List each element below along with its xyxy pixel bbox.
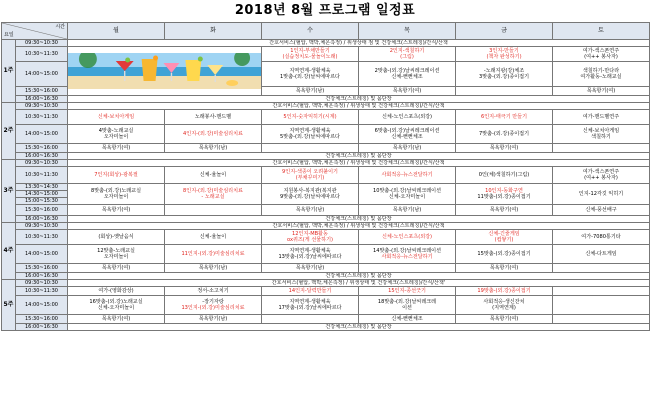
activity-cell: 8인지-(외.강)미술심리치료 - 노래교실 [165,184,262,205]
activity-cell: 지원봉사-복지관(복지관 9맞춤-(외.강)날씨에따르다 [262,184,359,205]
time-slot: 15:30~16:00 [16,205,68,216]
activity-cell: 여가-색스폰연주 (여++ 봉사자) [553,47,650,62]
time-slot: 13:30~14:30 [16,184,68,191]
activity-cell: 노래봉사-핸드벨 [165,110,262,125]
activity-cell: 목욕항기(남) [359,205,456,216]
beach-cocktail-image [68,47,262,96]
week-label-5: 5주 [2,280,16,331]
time-slot: 15:30~16:00 [16,264,68,273]
day-header-fri: 금 [456,23,553,40]
activity-cell: 여가-핸드벨연주 [553,110,650,125]
activity-cell [553,296,650,315]
activity-cell: 1인지-부채만들기 (실습정치도-물놀이노래) [262,47,359,62]
header-row [2,23,650,40]
activity-cell: 4맞춤-노래교실 오자미놀이 [68,125,165,144]
activity-cell: 9인지-색종이 오려붙이기 (부채꾸미기) [262,167,359,184]
time-slot: 16:00~16:30 [16,324,68,331]
care-services-row: 간호서비스(혈압, 맥박,체온측정) / 위생상태 점 및 건강체크(스트레칭)/간식/산책 [68,40,650,47]
activity-cell: 신체-율놀이 [165,230,262,245]
day-header-thu: 목 [359,23,456,40]
activity-cell: 14인지-달력만들기 [262,287,359,296]
activity-cell: 목욕항기(남) [262,205,359,216]
activity-cell [262,315,359,324]
activity-cell: 19맞춤-(외.강)종이접기 [456,287,553,296]
time-slot: 14:30~15:00 [16,191,68,198]
activity-cell: 3인지-만들기 (책자 완성하기) [456,47,553,62]
activity-cell: 16맞춤-(외.강)노래교실 신체-오자미놀이 [68,296,165,315]
activity-cell: 색칠하기-만다라 여가활동-노래교실 [553,62,650,87]
activity-cell: 목욕항기(남) [262,87,359,96]
activity-cell: 12맞춤-노래교실 오자미놀이 [68,245,165,264]
activity-cell: 목욕항기(여) [68,205,165,216]
activity-cell: 신체-노인스포츠(외강) [359,110,456,125]
activity-cell: 6맞춤-(외.강)날씨레크레이션 신체-뻔뻔체조 [359,125,456,144]
activity-cell: 신체-보치아게임 [68,110,165,125]
care-services-row: 간호서비스(혈압, 맥박,체온측정) / 위생상태 및 건강체크(스트레칭)/간식/산책 [68,160,650,167]
beach-illustration-icon [68,53,261,89]
activity-cell: 신체-뻔뻔체조 [359,315,456,324]
activity-cell: 목욕항기(여) [553,87,650,96]
activity-cell: 목욕항기(남) [359,144,456,153]
activity-cell: 지역연계-생활체육 17맞춤-(외.강)날씨에따르다 [262,296,359,315]
activity-cell: 0인(체)색칠하기(그림) [456,167,553,184]
activity-cell: 목욕항기(여) [68,315,165,324]
day-header-wed: 수 [262,23,359,40]
activity-cell: 2맞춤-(외.강)날씨레크레이션 신체-뻔뻔체조 [359,62,456,87]
schedule-table [1,22,650,331]
activity-cell: 지역연계-생활체육 5맞춤-(외.강)날씨에따르다 [262,125,359,144]
time-slot: 09:30~10:30 [16,160,68,167]
activity-cell: 목욕항기(남) [165,264,262,273]
activity-cell: 사회적응-생신잔치 (지역연계) [456,296,553,315]
activity-cell: 인지-12각깃 익히기 [553,184,650,205]
time-slot: 10:30~11:30 [16,287,68,296]
activity-cell: -노래지팡(강)체조 3맞춤-(외.강)종이접기 [456,62,553,87]
activity-cell: 목욕항기(남) [262,264,359,273]
time-slot: 10:30~11:30 [16,47,68,62]
activity-cell: 목욕항기(여) [456,205,553,216]
activity-cell: 여가-색스폰연주 (여++ 봉사자) [553,167,650,184]
activity-cell: 목욕항기(남) [165,315,262,324]
time-slot: 14:00~15:00 [16,296,68,315]
activity-cell [359,264,456,273]
health-check-row: 건강체크(스트레칭) 및 몸단장 [68,273,650,280]
activity-cell [456,87,553,96]
activity-cell: 지역연계-생활체육 1맞춤-(외.강)날씨에따르다 [262,62,359,87]
time-slot: 16:00~16:30 [16,216,68,223]
activity-cell [553,144,650,153]
time-slot: 09:30~10:30 [16,103,68,110]
care-services-row: 간호서비스(혈압, 맥박,체온측정) / 위생상태 및 건강체크(스트레칭)/간식/산책' [68,280,650,287]
activity-cell: 4인지-(외.강)미술심리치료 [165,125,262,144]
activity-cell: 목욕항기(여) [456,144,553,153]
health-check-row: 건강체크(스트레칭) 및 몸단장 [68,96,650,103]
week-label-4: 4주 [2,223,16,280]
activity-cell: 목욕항기(여) [359,87,456,96]
time-slot: 16:00~16:30 [16,273,68,280]
time-slot: 15:30~16:00 [16,87,68,96]
activity-cell: 목욕항기(여) [68,264,165,273]
activity-cell: 7맞춤-(외.강)종이접기 [456,125,553,144]
activity-cell: 신체-풍선배구 [553,205,650,216]
care-services-row: 간호서비스(혈압, 맥박,체온측정) / 위생상태 및 건강체크(스트레칭)/간식/산책 [68,223,650,230]
time-slot: 10:30~11:30 [16,230,68,245]
time-slot: 10:30~11:30 [16,167,68,184]
activity-cell [262,144,359,153]
activity-cell: 사회적응-뉴스전달하기 [359,167,456,184]
activity-cell: 15인지-종선긋기 [359,287,456,296]
page-title: 2018년 8월 프로그램 일정표 [234,3,416,18]
activity-cell: 12인지-MB활동 ox퀴즈(게 선물하기) [262,230,359,245]
time-slot: 09:30~10:30 [16,40,68,47]
time-slot: 16:00~16:30 [16,96,68,103]
activity-cell: 정서-소고치기 [165,287,262,296]
activity-cell: 신체-율놀이 [165,167,262,184]
activity-cell: 11인지-(외.강)미술심리치료 [165,245,262,264]
activity-cell: 여가-(영화감상) [68,287,165,296]
health-check-row: 건강체크(스트레칭) 및 몸단장 [68,216,650,223]
activity-cell: 2인지-색칠하기 (그림) [359,47,456,62]
activity-cell: 목욕항기(여) [456,315,553,324]
time-axis-label: 시간 [55,24,65,30]
activity-cell: 15맞춤-(외.강)종이접기 [456,245,553,264]
activity-cell: (회상)-옛날음식 [68,230,165,245]
activity-cell: 10맞춤-(외.강)날씨레크레이션 신체-오자미놀이 [359,184,456,205]
activity-cell: 여가-7080통기타 [553,230,650,245]
week-label-1: 1주 [2,40,16,103]
activity-cell [553,287,650,296]
time-slot: 10:30~11:30 [16,110,68,125]
activity-cell: 신체-보치아게임 색칠하기 [553,125,650,144]
activity-cell: 목욕항기(여) [456,264,553,273]
time-slot: 14:00~15:00 [16,245,68,264]
activity-cell: 목욕항기(여) [68,144,165,153]
activity-cell: -장기자랑 13인지-(외.강)미술심리치료 [165,296,262,315]
health-check-row: 건강체크(스트레칭) 및 몸단장 [68,324,650,331]
activity-cell [553,315,650,324]
activity-cell: 신체-노인스포츠(외강) [359,230,456,245]
activity-cell: 지역연계-생활체육 13맞춤-(외.강)날씨에따르다 [262,245,359,264]
activity-cell [165,205,262,216]
activity-cell: 6인지-태극기 만들기 [456,110,553,125]
activity-cell: 8맞춤-(외.강)노래교실 오자미놀이 [68,184,165,205]
activity-cell: 7인지(회상)-광복절 [68,167,165,184]
activity-cell [553,264,650,273]
day-header-mon: 월 [68,23,165,40]
time-slot: 15:30~16:00 [16,144,68,153]
activity-cell: 신체-긴줄게임 (컵쌓기) [456,230,553,245]
activity-cell: 10인지-동화구연 11맞춤-(외.강)종이접기 [456,184,553,205]
day-header-tue: 화 [165,23,262,40]
time-slot: 09:30~10:30 [16,280,68,287]
day-axis-label: 요일 [4,32,14,38]
activity-cell: 14맞춤-(외.강)날씨레크레이션 사회적응-뉴스전달하기 [359,245,456,264]
activity-cell: 신체-다트게임 [553,245,650,264]
activity-cell: 5인지-숫자익히기(시계) [262,110,359,125]
time-slot: 15:30~16:00 [16,315,68,324]
time-slot: 15:00~15:30 [16,198,68,205]
time-slot: 09:30~10:30 [16,223,68,230]
activity-cell: 목욕항기(남) [165,144,262,153]
day-header-sat: 토 [553,23,650,40]
time-slot: 16:00~16:30 [16,153,68,160]
week-label-3: 3주 [2,160,16,223]
health-check-row: 건강체크(스트레칭) 및 몸단장 [68,153,650,160]
care-services-row: 간호서비스(혈압, 맥박,체온측정) / 위생상태 및 건강체크(스트레칭)/간식/산책 [68,103,650,110]
activity-cell: 18맞춤-(외.강)날씨레크레 이션 [359,296,456,315]
time-slot: 14:00~15:00 [16,62,68,87]
corner-header [2,23,68,40]
week-label-2: 2주 [2,103,16,160]
time-slot: 14:00~15:00 [16,125,68,144]
